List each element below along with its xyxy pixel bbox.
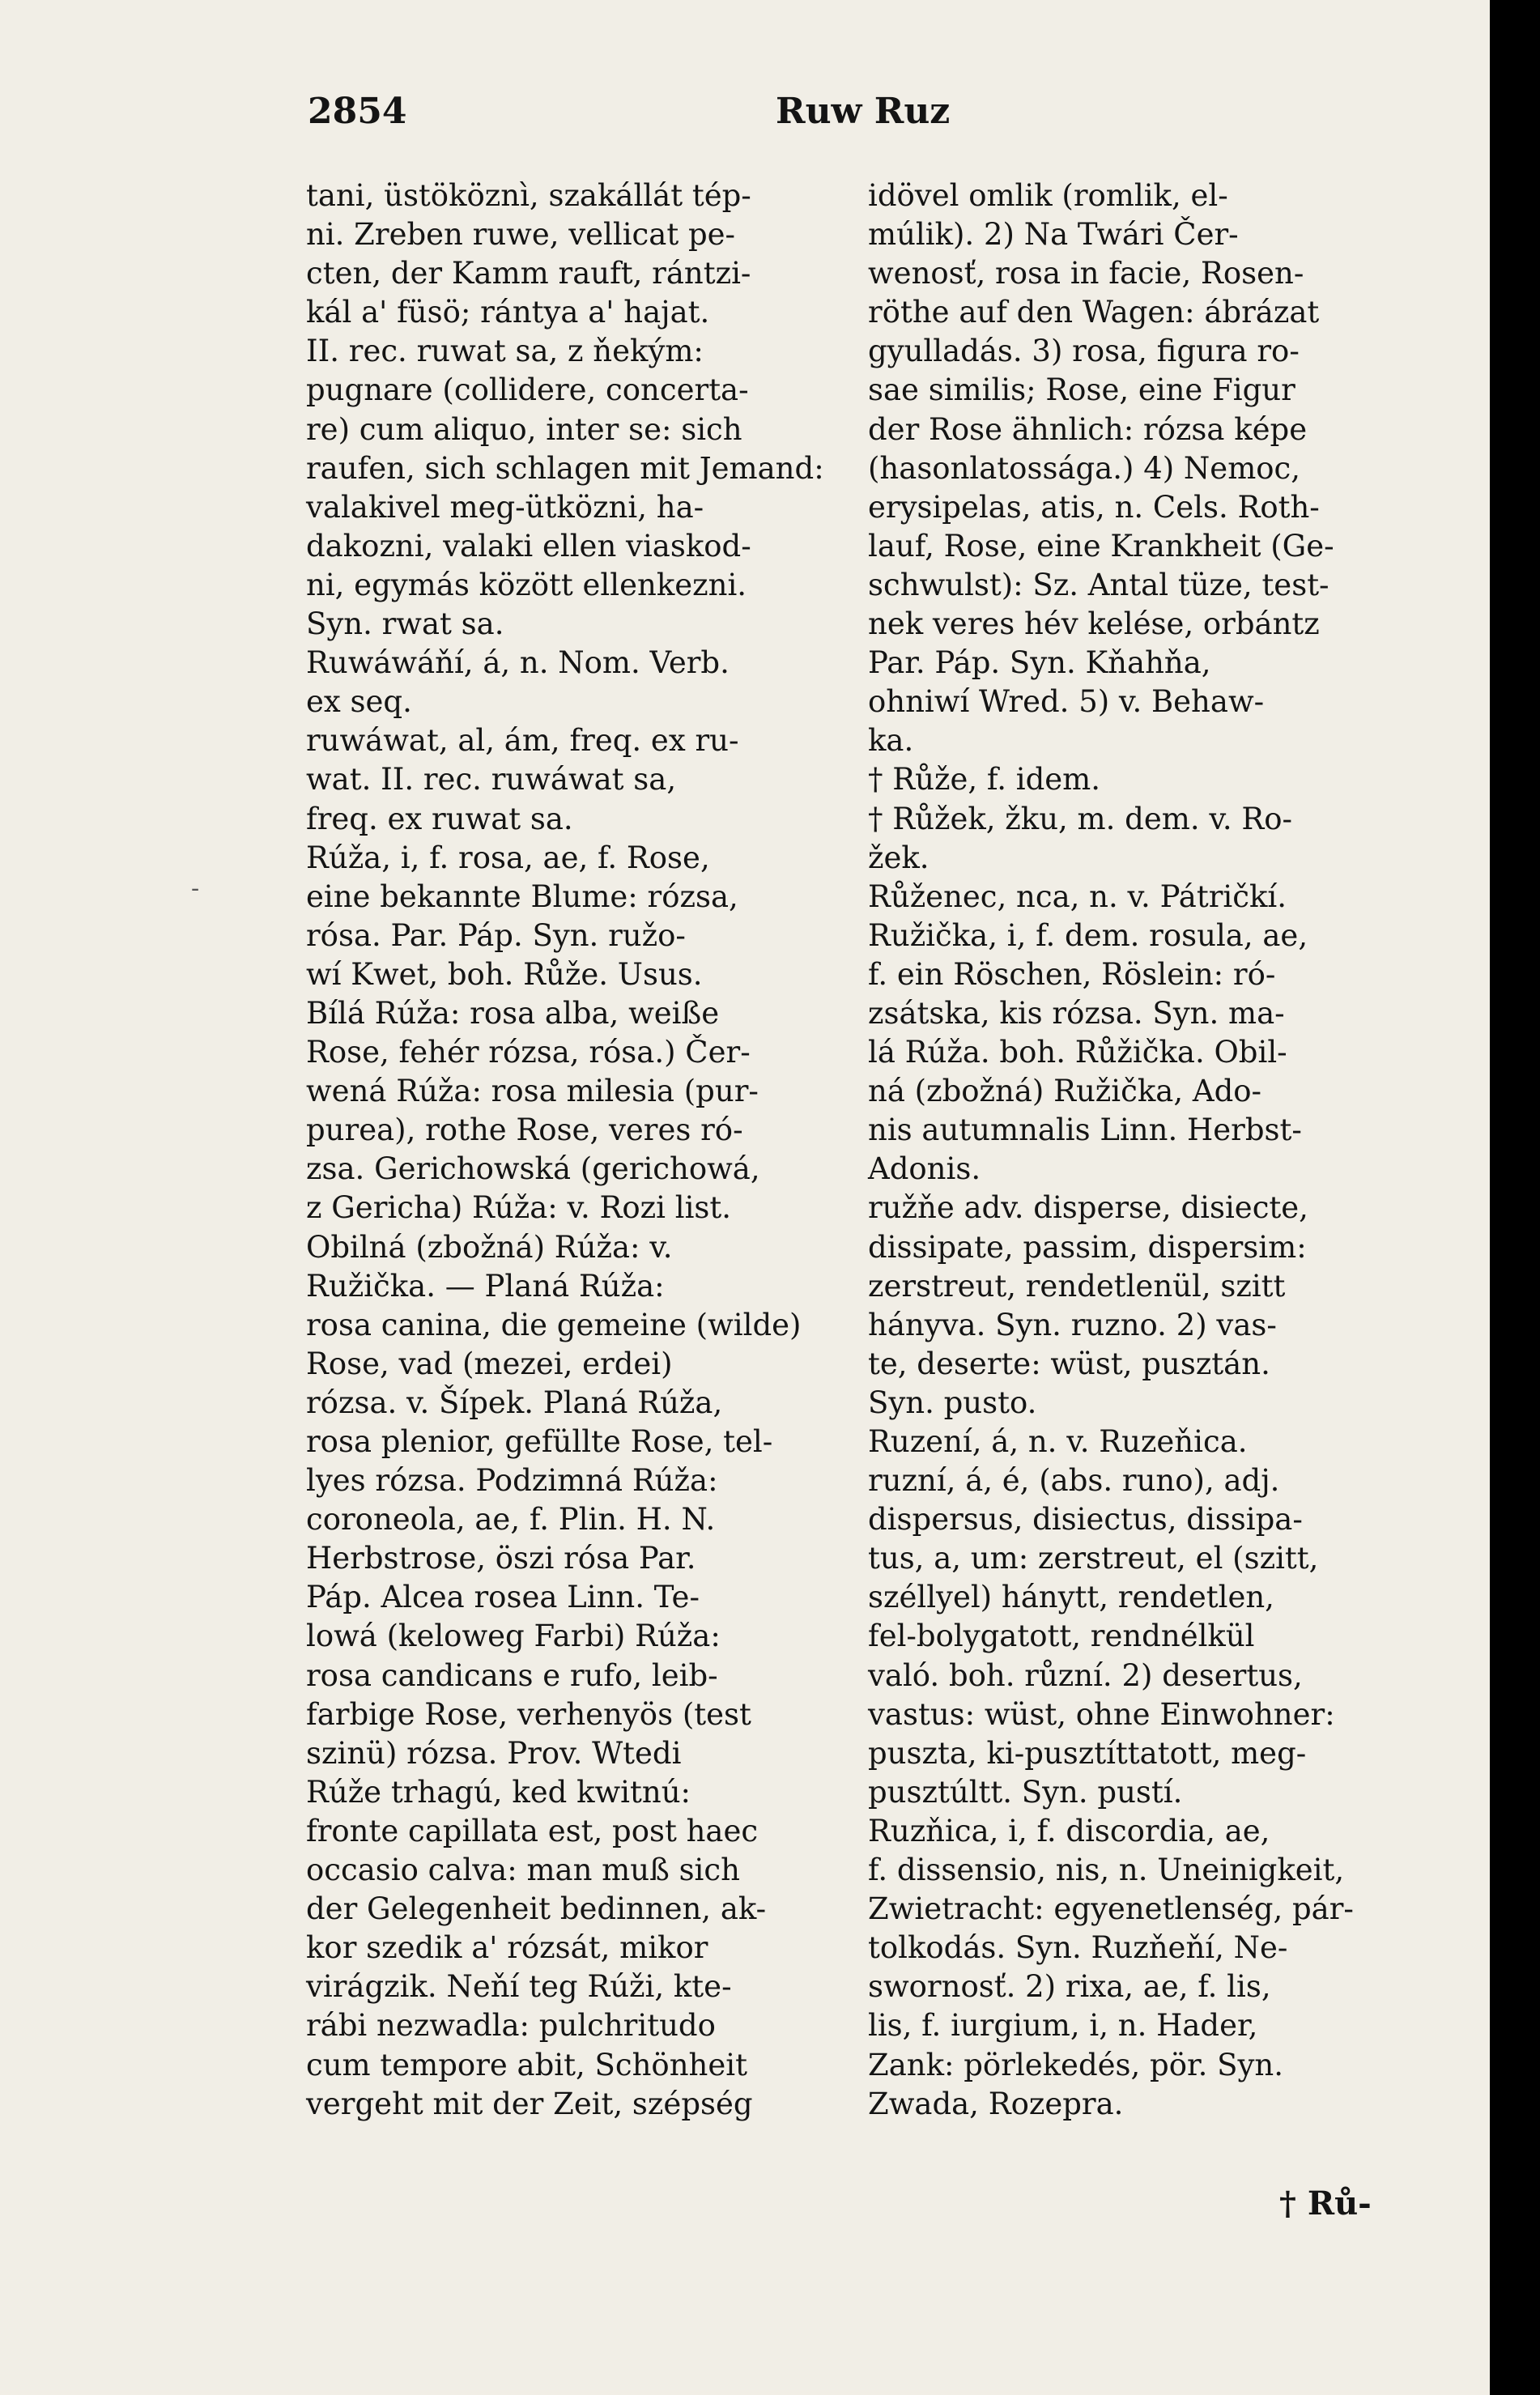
text-line: ná (zbožná) Ružička, Ado- <box>868 1074 1262 1109</box>
text-line: Zwietracht: egyenetlenség, pár- <box>868 1891 1354 1927</box>
text-line: fel-bolygatott, rendnélkül <box>868 1619 1255 1654</box>
text-line: széllyel) hánytt, rendetlen, <box>868 1580 1274 1615</box>
text-line: † Růže, f. idem. <box>868 762 1101 798</box>
text-line: z Gericha) Rúža: v. Rozi list. <box>306 1190 732 1226</box>
text-line: farbige Rose, verhenyös (test <box>306 1696 751 1732</box>
text-line: múlik). 2) Na Twári Čer- <box>868 217 1239 253</box>
text-line: re) cum aliquo, inter se: sich <box>306 411 742 447</box>
text-line: ni. Zreben ruwe, vellicat pe- <box>306 217 736 253</box>
text-line: occasio calva: man muß sich <box>306 1853 740 1888</box>
text-line: wená Rúža: rosa milesia (pur- <box>306 1074 759 1109</box>
text-line: Zank: pörlekedés, pör. Syn. <box>868 2047 1283 2082</box>
text-line: gyulladás. 3) rosa, figura ro- <box>868 334 1300 369</box>
text-line: dispersus, disiectus, dissipa- <box>868 1502 1303 1538</box>
text-line: kál a' füsö; rántya a' hajat. <box>306 295 710 330</box>
text-line: lyes rózsa. Podzimná Rúža: <box>306 1463 718 1499</box>
text-line: swornosť. 2) rixa, ae, f. lis, <box>868 1969 1271 2005</box>
text-line: rábi nezwadla: pulchritudo <box>306 2008 716 2044</box>
text-line: dakozni, valaki ellen viaskod- <box>306 528 751 564</box>
text-line: kor szedik a' rózsát, mikor <box>306 1930 708 1966</box>
text-line: schwulst): Sz. Antal tüze, test- <box>868 567 1329 602</box>
text-line: Ruzení, á, n. v. Ruzeňica. <box>868 1424 1248 1459</box>
text-line: ex seq. <box>306 684 412 720</box>
catchword: † Rů- <box>1279 2184 1372 2223</box>
text-line: Rúža, i, f. rosa, ae, f. Rose, <box>306 840 710 875</box>
running-head: Ruw Ruz <box>776 91 951 132</box>
text-line: Ruwáwáňí, á, n. Nom. Verb. <box>306 645 730 681</box>
text-line: eine bekannte Blume: rózsa, <box>306 878 738 914</box>
text-line: zsátska, kis rózsa. Syn. ma- <box>868 995 1285 1031</box>
text-line: lauf, Rose, eine Krankheit (Ge- <box>868 528 1334 564</box>
text-line: Rose, fehér rózsa, rósa.) Čer- <box>306 1035 751 1070</box>
text-line: ohniwí Wred. 5) v. Behaw- <box>868 684 1265 720</box>
text-line: rózsa. v. Šípek. Planá Rúža, <box>306 1385 723 1420</box>
page-number: 2854 <box>308 91 407 132</box>
text-line: purea), rothe Rose, veres ró- <box>306 1112 743 1148</box>
text-line: raufen, sich schlagen mit Jemand: <box>306 450 824 486</box>
text-line: rosa candicans e rufo, leib- <box>306 1657 718 1693</box>
text-line: wat. II. rec. ruwáwat sa, <box>306 762 677 798</box>
text-line: zerstreut, rendetlenül, szitt <box>868 1268 1286 1304</box>
text-line: Ružička, i, f. dem. rosula, ae, <box>868 917 1308 953</box>
text-line: Obilná (zbožná) Rúža: v. <box>306 1229 673 1265</box>
text-line: pusztúltt. Syn. pustí. <box>868 1774 1183 1810</box>
text-line: dissipate, passim, dispersim: <box>868 1229 1307 1265</box>
text-line: zsa. Gerichowská (gerichowá, <box>306 1151 760 1187</box>
text-line: Par. Páp. Syn. Kňahňa, <box>868 645 1211 681</box>
text-line: Zwada, Rozepra. <box>868 2086 1124 2121</box>
left-column <box>306 177 840 2124</box>
text-line: žek. <box>868 840 930 875</box>
text-line: Rúže trhagú, ked kwitnú: <box>306 1774 691 1810</box>
text-line: tolkodás. Syn. Ruzňeňí, Ne- <box>868 1930 1288 1966</box>
text-line: ruzní, á, é, (abs. runo), adj. <box>868 1463 1280 1499</box>
right-column <box>868 177 1451 2124</box>
text-line: vastus: wüst, ohne Einwohner: <box>868 1696 1335 1732</box>
text-line: Herbstrose, öszi rósa Par. <box>306 1541 696 1576</box>
text-line: rosa plenior, gefüllte Rose, tel- <box>306 1424 773 1459</box>
text-line: sae similis; Rose, eine Figur <box>868 372 1295 408</box>
text-line: (hasonlatossága.) 4) Nemoc, <box>868 450 1301 486</box>
text-line: Bílá Rúža: rosa alba, weiße <box>306 995 720 1031</box>
text-line: ka. <box>868 723 914 759</box>
text-line: röthe auf den Wagen: ábrázat <box>868 295 1320 330</box>
text-line: wí Kwet, boh. Růže. Usus. <box>306 956 703 992</box>
text-line: freq. ex ruwat sa. <box>306 801 573 836</box>
text-line: rosa canina, die gemeine (wilde) <box>306 1307 802 1342</box>
text-line: Ruzňica, i, f. discordia, ae, <box>868 1813 1270 1848</box>
text-line: tus, a, um: zerstreut, el (szitt, <box>868 1541 1319 1576</box>
text-line: fronte capillata est, post haec <box>306 1813 759 1848</box>
text-line: II. rec. ruwat sa, z ňekým: <box>306 334 704 369</box>
text-line: cum tempore abit, Schönheit <box>306 2047 747 2082</box>
text-line: ružňe adv. disperse, disiecte, <box>868 1190 1308 1226</box>
text-line: te, deserte: wüst, pusztán. <box>868 1346 1270 1381</box>
text-line: erysipelas, atis, n. Cels. Roth- <box>868 489 1320 525</box>
text-line: Růženec, nca, n. v. Pátričkí. <box>868 878 1287 914</box>
text-line: lowá (keloweg Farbi) Rúža: <box>306 1619 721 1654</box>
text-line: pugnare (collidere, concerta- <box>306 372 749 408</box>
text-line: coroneola, ae, f. Plin. H. N. <box>306 1502 716 1538</box>
text-line: valakivel meg-ütközni, ha- <box>306 489 704 525</box>
text-line: lis, f. iurgium, i, n. Hader, <box>868 2008 1258 2044</box>
text-line: nis autumnalis Linn. Herbst- <box>868 1112 1302 1148</box>
text-line: wenosť, rosa in facie, Rosen- <box>868 256 1304 291</box>
text-line: † Růžek, žku, m. dem. v. Ro- <box>868 801 1293 836</box>
text-line: hányva. Syn. ruzno. 2) vas- <box>868 1307 1277 1342</box>
text-line: ni, egymás között ellenkezni. <box>306 567 747 602</box>
text-line: f. ein Röschen, Röslein: ró- <box>868 956 1276 992</box>
text-line: tani, üstököznì, szakállát tép- <box>306 178 751 213</box>
text-line: Ružička. — Planá Rúža: <box>306 1268 665 1304</box>
text-line: puszta, ki-pusztíttatott, meg- <box>868 1735 1307 1771</box>
text-line: rósa. Par. Páp. Syn. ružo- <box>306 917 686 953</box>
text-line: cten, der Kamm rauft, rántzi- <box>306 256 751 291</box>
text-line: szinü) rózsa. Prov. Wtedi <box>306 1735 682 1771</box>
page-header <box>0 91 1490 139</box>
margin-dash-mark: - <box>191 874 200 903</box>
text-line: Syn. pusto. <box>868 1385 1037 1420</box>
text-line: vergeht mit der Zeit, szépség <box>306 2086 753 2121</box>
text-line: Syn. rwat sa. <box>306 606 504 642</box>
text-line: idövel omlik (romlik, el- <box>868 178 1228 213</box>
text-line: der Rose ähnlich: rózsa képe <box>868 411 1308 447</box>
text-line: nek veres hév kelése, orbántz <box>868 606 1320 642</box>
text-line: ruwáwat, al, ám, freq. ex ru- <box>306 723 739 759</box>
text-line: való. boh. různí. 2) desertus, <box>868 1657 1303 1693</box>
text-line: lá Rúža. boh. Růžička. Obil- <box>868 1035 1287 1070</box>
text-line: f. dissensio, nis, n. Uneinigkeit, <box>868 1853 1345 1888</box>
text-line: virágzik. Neňí teg Rúži, kte- <box>306 1969 732 2005</box>
text-line: Rose, vad (mezei, erdei) <box>306 1346 673 1381</box>
text-line: der Gelegenheit bedinnen, ak- <box>306 1891 767 1927</box>
text-line: Adonis. <box>868 1151 981 1187</box>
text-line: Páp. Alcea rosea Linn. Te- <box>306 1580 700 1615</box>
